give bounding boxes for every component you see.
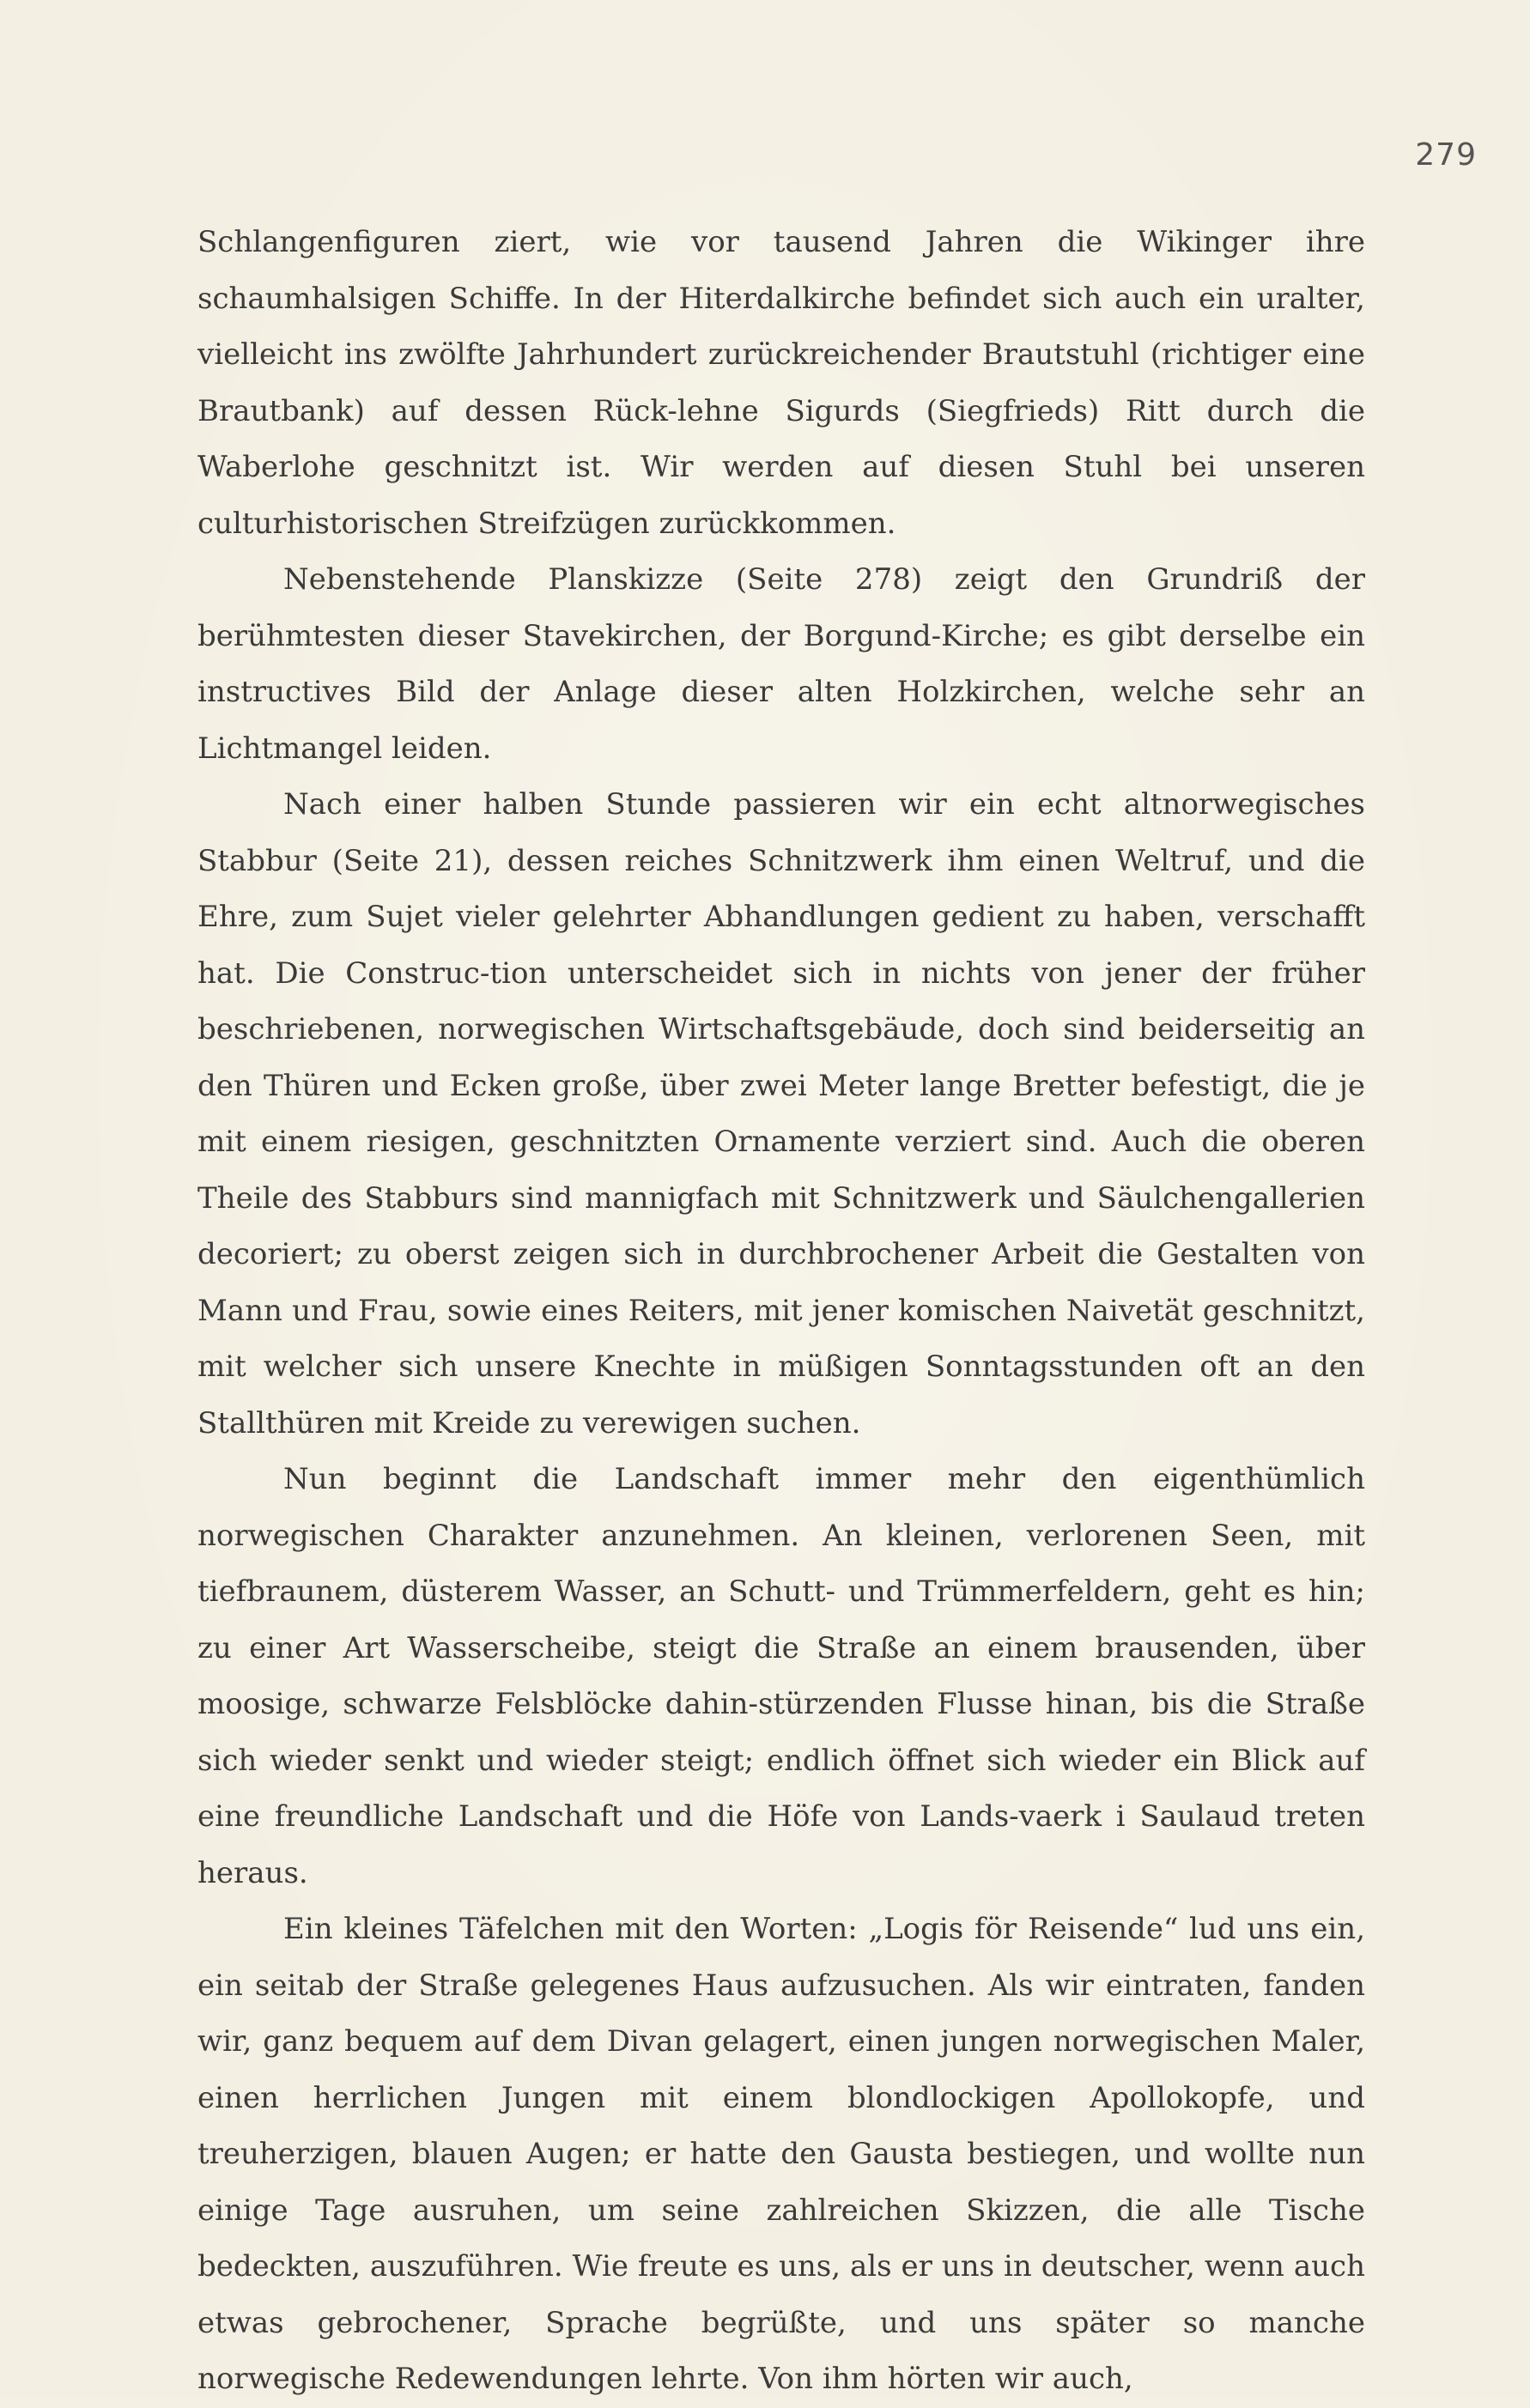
- paragraph-4: Nun beginnt die Landschaft immer mehr den eigenthümlich norwegischen Charakter anzunehmen. An kleinen, verlorenen Seen, mit tiefbraunem, düsterem Wasser, an Schutt- und Trümmerfeldern, geht es hin; zu einer Art Wasserscheibe, steigt die Straße an einem brausenden, über moosige, schwarze Felsblöcke dahin-stürzenden Flusse hinan, bis die Straße sich wieder senkt und wieder steigt; endlich öffnet sich wieder ein Blick auf eine freundliche Landschaft und die Höfe von Lands-vaerk i Saulaud treten heraus.: [197, 1462, 1365, 1890]
- paragraph-2: Nebenstehende Planskizze (Seite 278) zeigt den Grundriß der berühmtesten dieser Stavekirchen, der Borgund-Kirche; es gibt derselbe ein instructives Bild der Anlage dieser alten Holzkirchen, welche sehr an Lichtmangel leiden.: [197, 562, 1365, 766]
- paragraph-5: Ein kleines Täfelchen mit den Worten: „Logis för Reisende“ lud uns ein, ein seitab der Straße gelegenes Haus aufzusuchen. Als wir eintraten, fanden wir, ganz bequem auf dem Divan gelagert, einen jungen norwegischen Maler, einen herrlichen Jungen mit einem blondlockigen Apollokopfe, und treuherzigen, blauen Augen; er hatte den Gausta bestiegen, und wollte nun einige Tage ausruhen, um seine zahlreichen Skizzen, die alle Tische bedeckten, auszuführen. Wie freute es uns, als er uns in deutscher, wenn auch etwas gebrochener, Sprache begrüßte, und uns später so manche norwegische Redewendungen lehrte. Von ihm hörten wir auch,: [197, 1912, 1365, 2396]
- paragraph-1: Schlangenfiguren ziert, wie vor tausend Jahren die Wikinger ihre schaumhalsigen Schiffe. In der Hiterdalkirche befindet sich auch ein uralter, vielleicht ins zwölfte Jahrhundert zurückreichender Brautstuhl (richtiger eine Brautbank) auf dessen Rück-lehne Sigurds (Siegfrieds) Ritt durch die Waberlohe geschnitzt ist. Wir werden auf diesen Stuhl bei unseren culturhistorischen Streifzügen zurückkommen.: [197, 225, 1365, 541]
- page-number: 279: [1415, 137, 1477, 173]
- body-text: [197, 215, 1365, 2408]
- paragraph-3: Nach einer halben Stunde passieren wir ein echt altnorwegisches Stabbur (Seite 21), dessen reiches Schnitzwerk ihm einen Weltruf, und die Ehre, zum Sujet vieler gelehrter Abhandlungen gedient zu haben, verschafft hat. Die Construc-tion unterscheidet sich in nichts von jener der früher beschriebenen, norwegischen Wirtschaftsgebäude, doch sind beiderseitig an den Thüren und Ecken große, über zwei Meter lange Bretter befestigt, die je mit einem riesigen, geschnitzten Ornamente verziert sind. Auch die oberen Theile des Stabburs sind mannigfach mit Schnitzwerk und Säulchengallerien decoriert; zu oberst zeigen sich in durchbrochener Arbeit die Gestalten von Mann und Frau, sowie eines Reiters, mit jener komischen Naivetät geschnitzt, mit welcher sich unsere Knechte in müßigen Sonntagsstunden oft an den Stallthüren mit Kreide zu verewigen suchen.: [197, 787, 1365, 1441]
